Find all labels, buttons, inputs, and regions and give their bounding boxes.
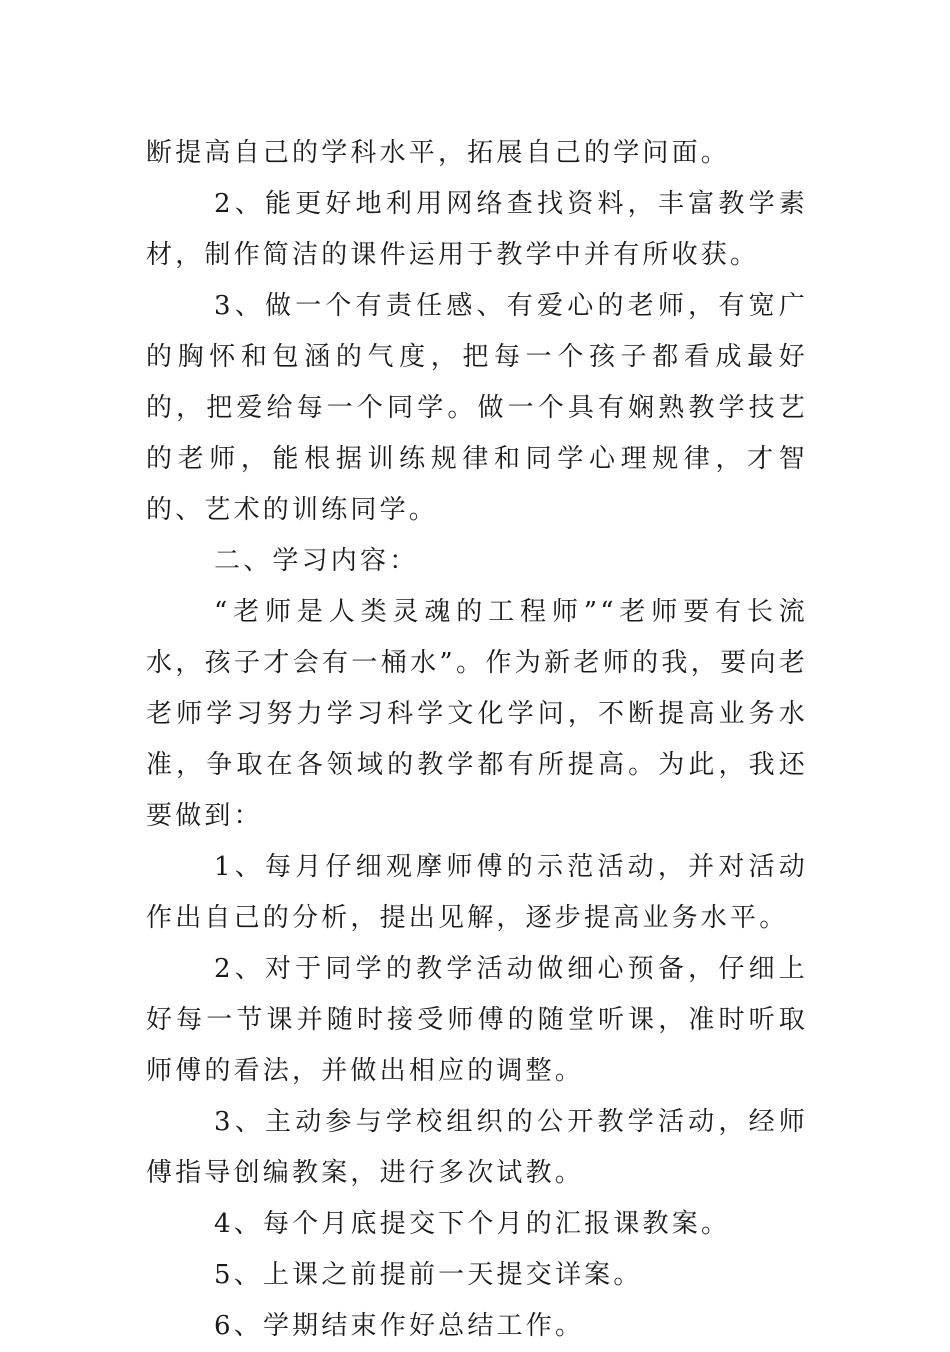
paragraph-item-2-network: 2、能更好地利用网络查找资料，丰富教学素材，制作简洁的课件运用于教学中并有所收获。 xyxy=(146,189,808,270)
paragraph-task-6: 6、学期结束作好总结工作。 xyxy=(214,1311,585,1341)
document-body xyxy=(146,128,808,1352)
paragraph-intro-quote: “老师是人类灵魂的工程师”“老师要有长流水，孩子才会有一桶水”。作为新老师的我，要向老老师学习努力学习科学文化学问，不断提高业务水准，争取在各领域的教学都有所提高。为此，我还要做到： xyxy=(146,597,808,831)
paragraph-task-4: 4、每个月底提交下个月的汇报课教案。 xyxy=(214,1209,731,1239)
paragraph-continuation: 断提高自己的学科水平，拓展自己的学问面。 xyxy=(146,138,731,168)
paragraph-task-1: 1、每月仔细观摩师傅的示范活动，并对活动作出自己的分析，提出见解，逐步提高业务水平。 xyxy=(146,852,808,933)
paragraph-task-2: 2、对于同学的教学活动做细心预备，仔细上好每一节课并随时接受师傅的随堂听课，准时听取师傅的看法，并做出相应的调整。 xyxy=(146,954,808,1086)
paragraph-item-3-teacher: 3、做一个有责任感、有爱心的老师，有宽广的胸怀和包涵的气度，把每一个孩子都看成最好的，把爱给每一个同学。做一个具有娴熟教学技艺的老师，能根据训练规律和同学心理规律，才智的、艺术的训练同学。 xyxy=(146,291,808,525)
section-heading-learning-content: 二、学习内容： xyxy=(214,546,419,576)
paragraph-task-3: 3、主动参与学校组织的公开教学活动，经师傅指导创编教案，进行多次试教。 xyxy=(146,1107,808,1188)
paragraph-task-5: 5、上课之前提前一天提交详案。 xyxy=(214,1260,643,1290)
